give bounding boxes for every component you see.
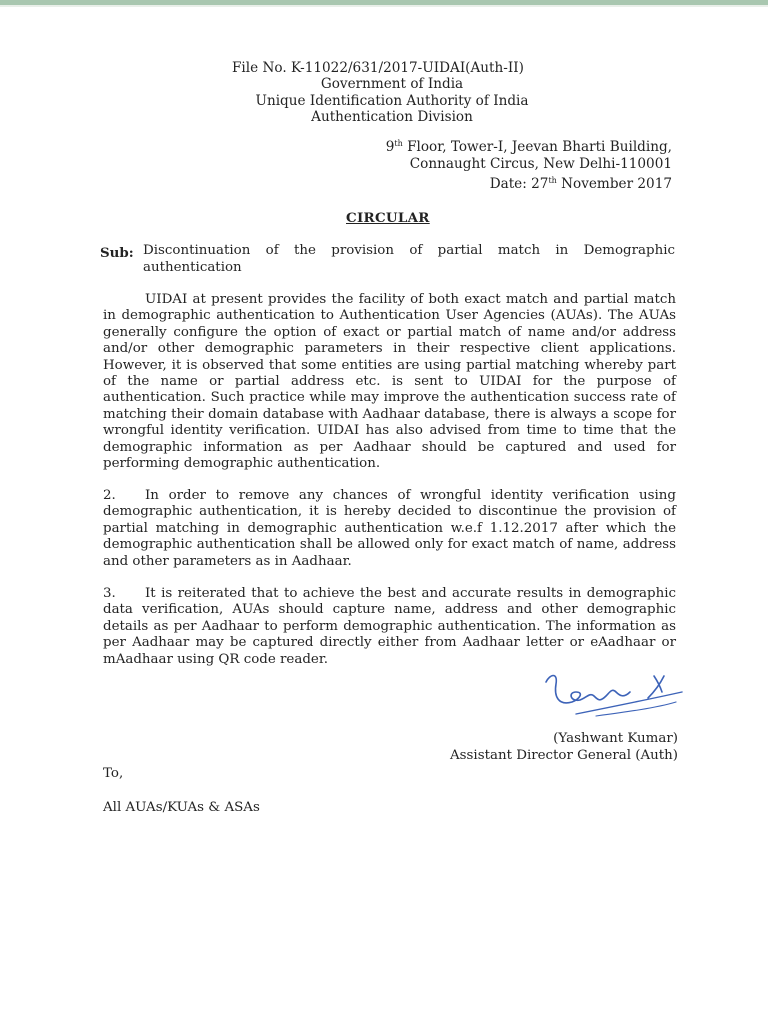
circular-date: Date: 27th November 2017 xyxy=(489,176,672,192)
paragraph-2-text: In order to remove any chances of wrongful identity verification using demographic authentication, it is hereby decided to discontinue the provision of partial matching in demographic authentication w.e.f 1.12.2017 after which the demographic authentication shall be allowed only for exact match of name, address and other parameters as in Aadhaar. xyxy=(103,488,676,569)
signatory-designation: Assistant Director General (Auth) xyxy=(450,747,678,763)
division-name: Authentication Division xyxy=(311,109,473,126)
paragraph-2-number: 2. xyxy=(103,488,116,503)
paragraph-1-text: UIDAI at present provides the facility of both exact match and partial match in demographic authentication to Authentication User Agencies (AUAs). The AUAs generally configure the option of exact or partial match of name and/or address and/or other demographic parameters in their respective client applications. However, it is observed that some entities are using partial matching whereby part of the name or partial address etc. is sent to UIDAI for the purpose of authentication. Such practice while may improve the authentication success rate of matching their domain database with Aadhaar database, there is always a scope for wrongful identity verification. UIDAI has also advised from time to time that the demographic information as per Aadhaar should be captured and used for performing demographic authentication. xyxy=(103,292,676,472)
government-name: Government of India xyxy=(320,76,464,93)
address-line-1: 9th Floor, Tower-I, Jeevan Bharti Building, xyxy=(385,139,672,155)
signatory-block xyxy=(450,731,678,764)
subject-text: Discontinuation of the provision of partial match in Demographic authentication xyxy=(143,243,675,275)
subject-label: Sub: xyxy=(100,245,134,261)
address-line-2: Connaught Circus, New Delhi-110001 xyxy=(409,156,672,172)
signatory-name: (Yashwant Kumar) xyxy=(553,731,678,746)
letterhead xyxy=(232,60,552,126)
paragraph-3-text: It is reiterated that to achieve the best and accurate results in demographic data verification, AUAs should capture name, address and other demographic details as per Aadhaar to perform demographic authentication. The information as per Aadhaar may be captured directly either from Aadhaar letter or eAadhaar or mAadhaar using QR code reader. xyxy=(103,586,676,667)
authority-name: Unique Identification Authority of India xyxy=(255,92,529,109)
addressee-recipients: All AUAs/KUAs & ASAs xyxy=(103,800,260,815)
paragraph-2 xyxy=(103,488,676,570)
file-number: File No. K-11022/631/2017-UIDAI(Auth-II) xyxy=(232,60,524,76)
document-title: CIRCULAR xyxy=(346,210,430,226)
paragraph-3 xyxy=(103,586,676,668)
handwritten-signature xyxy=(536,662,686,722)
paragraph-1 xyxy=(103,292,676,472)
paragraph-3-number: 3. xyxy=(103,586,116,601)
office-address xyxy=(386,139,672,173)
addressee-to: To, xyxy=(103,766,124,781)
